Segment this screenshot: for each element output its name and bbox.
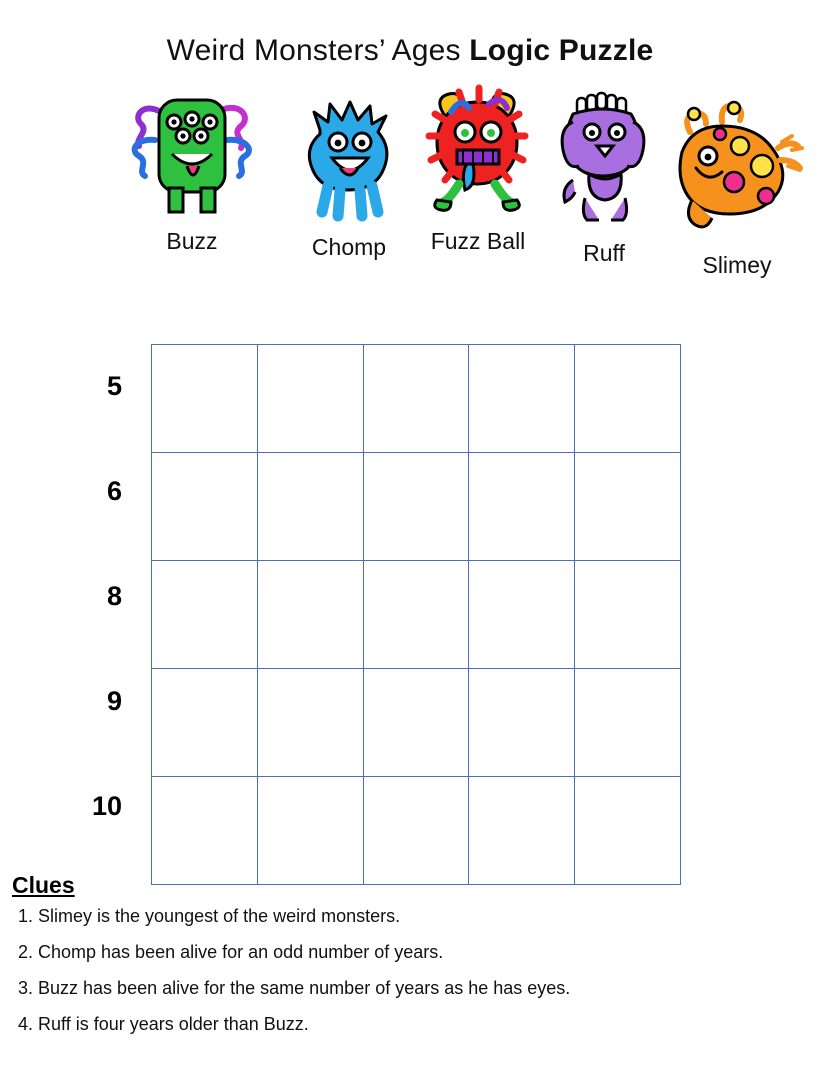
blue-monster-icon: [274, 82, 424, 232]
grid-cell[interactable]: [257, 345, 363, 453]
monster-row: [0, 76, 820, 278]
clue-item: 2. Chomp has been alive for an odd number of years.: [18, 942, 444, 962]
monster-name: Chomp: [311, 234, 387, 260]
grid-cell[interactable]: [575, 669, 681, 777]
page-title-light: Weird Monsters’ Ages: [166, 34, 470, 67]
grid-cell[interactable]: [469, 669, 575, 777]
grid-cell[interactable]: [257, 669, 363, 777]
table-row: [152, 777, 681, 885]
grid-cell[interactable]: [152, 561, 258, 669]
grid-cell[interactable]: [257, 777, 363, 885]
grid-cell[interactable]: [152, 453, 258, 561]
table-row: [152, 345, 681, 453]
grid-cell[interactable]: [257, 453, 363, 561]
grid-cell[interactable]: [363, 561, 469, 669]
age-label: 5: [106, 371, 122, 401]
grid-cell[interactable]: [469, 345, 575, 453]
grid-cell[interactable]: [575, 561, 681, 669]
grid-cell[interactable]: [152, 669, 258, 777]
age-labels: [40, 334, 140, 859]
monster-name: Buzz: [166, 228, 218, 254]
monster-name: Fuzz Ball: [430, 228, 526, 254]
green-monster-icon: [117, 76, 267, 226]
puzzle-grid: [0, 334, 820, 874]
monster-buzz: [117, 76, 267, 255]
table-row: [152, 561, 681, 669]
grid-cell[interactable]: [152, 777, 258, 885]
grid-cell[interactable]: [575, 453, 681, 561]
grid-cell[interactable]: [257, 561, 363, 669]
grid-cell[interactable]: [363, 669, 469, 777]
age-label: 9: [106, 686, 122, 716]
grid-cell[interactable]: [152, 345, 258, 453]
grid-cell[interactable]: [363, 453, 469, 561]
age-label: 10: [91, 791, 122, 821]
monster-ruff: [529, 88, 679, 267]
grid-cell[interactable]: [575, 345, 681, 453]
table-row: [152, 669, 681, 777]
grid-cell[interactable]: [469, 453, 575, 561]
clues-section: [12, 872, 812, 1051]
clues-heading: Clues: [12, 872, 75, 898]
table-row: [152, 453, 681, 561]
age-label: 8: [106, 581, 122, 611]
monster-name: Slimey: [702, 252, 772, 278]
grid-cell[interactable]: [469, 777, 575, 885]
clue-item: 1. Slimey is the youngest of the weird monsters.: [18, 906, 401, 926]
age-label: 6: [106, 476, 122, 506]
page-title-bold: Logic Puzzle: [469, 34, 654, 67]
grid-cell[interactable]: [363, 345, 469, 453]
monster-slimey: [662, 100, 812, 279]
clue-item: 3. Buzz has been alive for the same number of years as he has eyes.: [18, 978, 571, 998]
purple-monster-icon: [529, 88, 679, 238]
clue-item: 4. Ruff is four years older than Buzz.: [18, 1014, 309, 1034]
orange-monster-icon: [662, 100, 812, 250]
monster-chomp: [274, 82, 424, 261]
page-title: [0, 34, 820, 68]
grid-cell[interactable]: [363, 777, 469, 885]
grid-cell[interactable]: [469, 561, 575, 669]
monster-name: Ruff: [583, 240, 625, 266]
grid-table: [151, 344, 681, 885]
grid-cell[interactable]: [575, 777, 681, 885]
